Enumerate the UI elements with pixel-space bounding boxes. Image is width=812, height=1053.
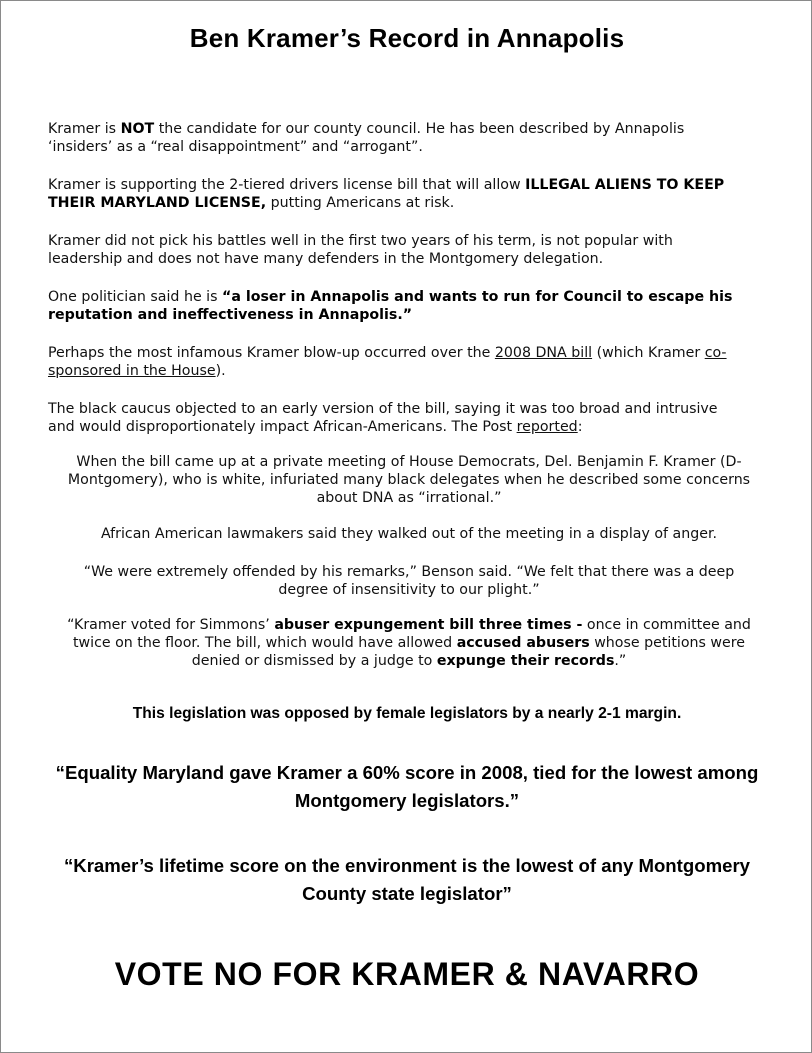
dna-bill-link[interactable]: 2008 DNA bill — [494, 345, 593, 361]
cosponsored-link[interactable]: sponsored in the House — [48, 363, 216, 379]
emphasis-loser-quote: reputation and ineffectiveness in Annapolis.” — [48, 307, 413, 323]
page-title: Ben Kramer’s Record in Annapolis — [189, 23, 625, 53]
text: Montgomery legislators.” — [294, 790, 520, 811]
statement-female-legislators: This legislation was opposed by female legislators by a nearly 2-1 margin. — [132, 705, 682, 722]
text: “Kramer’s lifetime score on the environment is the lowest of any Montgomery — [63, 855, 751, 876]
paragraph-drivers-license — [48, 176, 772, 212]
text: (which Kramer — [592, 345, 705, 361]
text: Perhaps the most infamous Kramer blow-up occurred over the — [48, 345, 495, 361]
quote-private-meeting — [49, 453, 769, 507]
text: African American lawmakers said they walked out of the meeting in a display of anger. — [100, 526, 718, 542]
text: : — [577, 419, 583, 435]
text: putting Americans at risk. — [266, 195, 455, 211]
text: .” — [614, 653, 627, 669]
text: Kramer is supporting the 2-tiered drivers license bill that will allow — [48, 177, 526, 193]
paragraph-not-candidate — [48, 120, 772, 156]
text: “Equality Maryland gave Kramer a 60% score in 2008, tied for the lowest among — [55, 762, 759, 783]
text: whose petitions were — [589, 635, 746, 651]
emphasis-expunge-records: expunge their records — [436, 653, 615, 669]
emphasis-expungement-bill: abuser expungement bill three times - — [274, 617, 583, 633]
text: Montgomery), who is white, infuriated many black delegates when he described some concerns — [67, 472, 751, 488]
emphasis-license: THEIR MARYLAND LICENSE, — [48, 195, 267, 211]
emphasis-illegal-aliens: ILLEGAL ALIENS TO KEEP — [525, 177, 725, 193]
paragraph-battles — [48, 232, 772, 268]
text: Kramer did not pick his battles well in the first two years of his term, is not popular with — [48, 233, 673, 249]
paragraph-black-caucus — [48, 400, 772, 436]
emphasis-accused-abusers: accused abusers — [456, 635, 590, 651]
emphasis-not: NOT — [120, 121, 155, 137]
text: degree of insensitivity to our plight.” — [278, 582, 540, 598]
quote-expungement — [49, 616, 769, 670]
statement-equality-maryland — [1, 759, 812, 815]
text: once in committee and — [582, 617, 751, 633]
text: leadership and does not have many defenders in the Montgomery delegation. — [48, 251, 604, 267]
vote-no-headline: VOTE NO FOR KRAMER & NAVARRO — [114, 956, 700, 992]
text: twice on the floor. The bill, which would have allowed — [72, 635, 457, 651]
text: the candidate for our county council. He has been described by Annapolis — [154, 121, 685, 137]
text: ‘insiders’ as a “real disappointment” and “arrogant”. — [48, 139, 423, 155]
text: ). — [215, 363, 226, 379]
text: “We were extremely offended by his remarks,” Benson said. “We felt that there was a deep — [83, 564, 735, 580]
text: One politician said he is — [48, 289, 223, 305]
quote-benson — [49, 563, 769, 599]
text: about DNA as “irrational.” — [316, 490, 502, 506]
reported-link[interactable]: reported — [516, 419, 578, 435]
text: Kramer is — [48, 121, 121, 137]
text: The black caucus objected to an early version of the bill, saying it was too broad and intrusive — [48, 401, 718, 417]
text: When the bill came up at a private meeting of House Democrats, Del. Benjamin F. Kramer (D- — [76, 454, 742, 470]
text: denied or dismissed by a judge to — [191, 653, 437, 669]
quote-walked-out — [49, 525, 769, 543]
paragraph-dna-bill — [48, 344, 772, 380]
cosponsored-link[interactable]: co- — [704, 345, 727, 361]
paragraph-politician-quote — [48, 288, 772, 324]
text: and would disproportionately impact African-Americans. The Post — [48, 419, 517, 435]
text: “Kramer voted for Simmons’ — [67, 617, 275, 633]
text: County state legislator” — [302, 883, 512, 904]
statement-environment-score — [1, 852, 812, 908]
emphasis-loser-quote: “a loser in Annapolis and wants to run for Council to escape his — [222, 289, 733, 305]
